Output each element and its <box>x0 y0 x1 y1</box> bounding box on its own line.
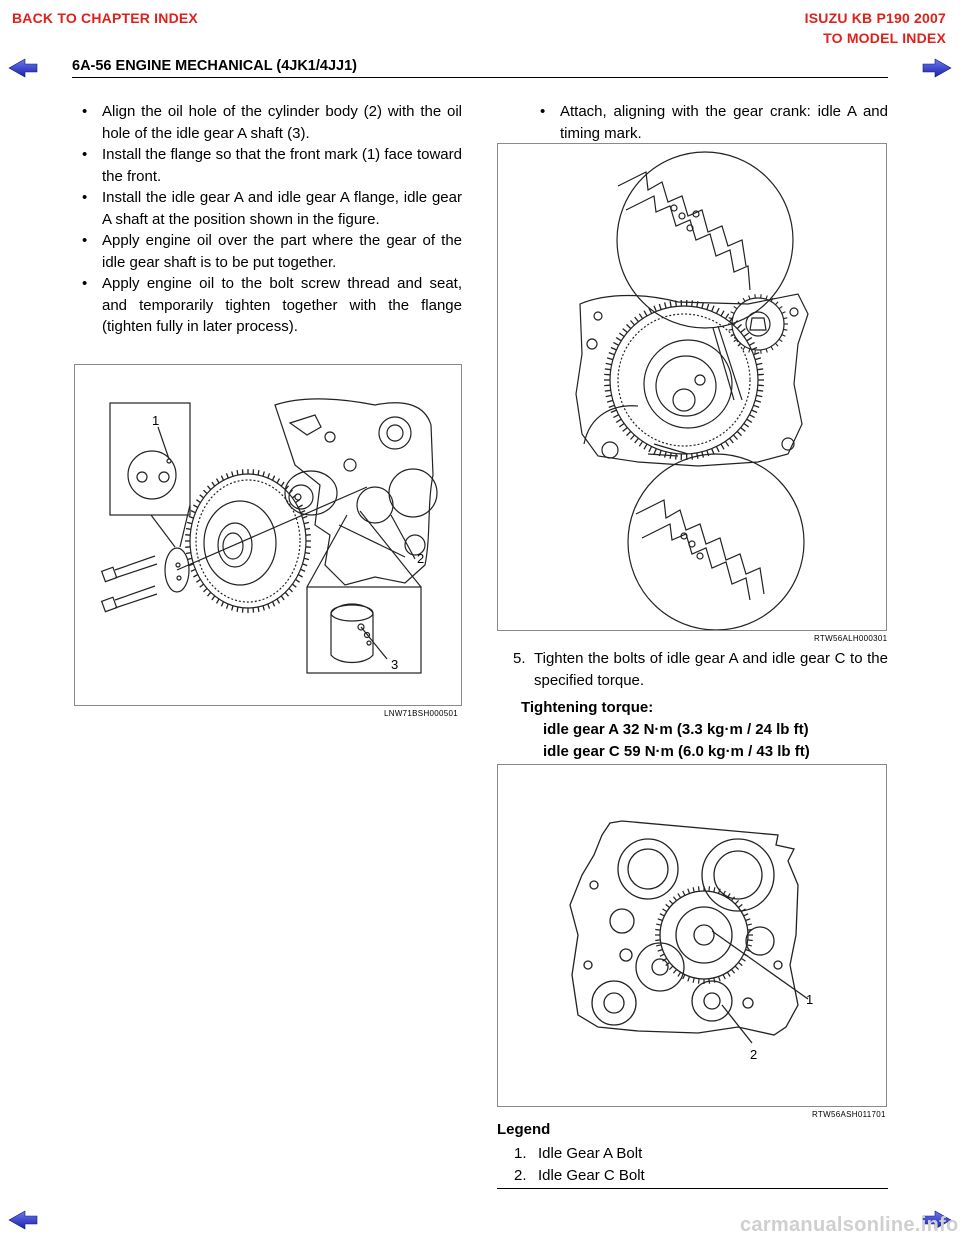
watermark-text: carmanualsonline.info <box>740 1214 959 1236</box>
timing-mark-alignment-figure <box>497 143 887 631</box>
list-item: • Align the oil hole of the cylinder body (2) with the oil hole of the idle gear A shaft (3). <box>74 101 462 144</box>
tightening-torque-heading: Tightening torque: <box>521 699 654 716</box>
callout-2: 2 <box>750 1047 758 1062</box>
previous-page-arrow-icon[interactable] <box>8 1210 38 1230</box>
legend-item-2-label: Idle Gear C Bolt <box>538 1167 645 1184</box>
left-instruction-list <box>74 101 462 338</box>
gear-train-front-diagram <box>498 765 886 1106</box>
list-item: • Attach, aligning with the gear crank: idle A and timing mark. <box>532 101 888 144</box>
list-item: • Apply engine oil to the bolt screw thread and seat, and temporarily tighten together with the flange (tighten fully in later process). <box>74 273 462 338</box>
figure-code-1: LNW71BSH000501 <box>384 709 459 718</box>
previous-page-arrow-icon[interactable] <box>8 58 38 78</box>
legend-item-2-number: 2. <box>514 1167 527 1184</box>
callout-2: 2 <box>417 551 425 566</box>
step-5-number: 5. <box>513 650 526 667</box>
idle-gear-bolts-figure <box>497 764 887 1107</box>
to-model-index-link[interactable]: TO MODEL INDEX <box>823 30 946 46</box>
legend-heading: Legend <box>497 1121 551 1138</box>
back-to-chapter-index-link[interactable]: BACK TO CHAPTER INDEX <box>12 10 198 26</box>
legend-bottom-rule <box>497 1188 888 1189</box>
figure-code-3: RTW56ASH011701 <box>812 1110 886 1119</box>
idle-gear-a-installation-figure <box>74 364 462 706</box>
next-page-arrow-icon[interactable] <box>922 58 952 78</box>
callout-3: 3 <box>391 657 399 672</box>
list-item: • Install the flange so that the front mark (1) face toward the front. <box>74 144 462 187</box>
torque-idle-gear-c: idle gear C 59 N·m (6.0 kg·m / 43 lb ft) <box>543 743 810 760</box>
callout-1: 1 <box>152 413 160 428</box>
legend-item-1-number: 1. <box>514 1145 527 1162</box>
model-title-link[interactable]: ISUZU KB P190 2007 <box>804 10 946 26</box>
list-item: • Apply engine oil over the part where the gear of the idle gear shaft is to be put together. <box>74 230 462 273</box>
callout-1: 1 <box>806 992 814 1007</box>
timing-mark-diagram <box>498 144 886 630</box>
right-instruction-list <box>532 101 888 144</box>
figure-code-2: RTW56ALH000301 <box>814 634 888 643</box>
legend-item-1-label: Idle Gear A Bolt <box>538 1145 643 1162</box>
step-5-text: Tighten the bolts of idle gear A and idle gear C to the specified torque. <box>534 650 888 689</box>
idle-gear-a-exploded-diagram <box>75 365 461 705</box>
header-rule <box>72 77 888 78</box>
torque-idle-gear-a: idle gear A 32 N·m (3.3 kg·m / 24 lb ft) <box>543 721 809 738</box>
list-item: • Install the idle gear A and idle gear A flange, idle gear A shaft at the position shown in the figure. <box>74 187 462 230</box>
page-header-title: 6A-56 ENGINE MECHANICAL (4JK1/4JJ1) <box>72 58 357 74</box>
